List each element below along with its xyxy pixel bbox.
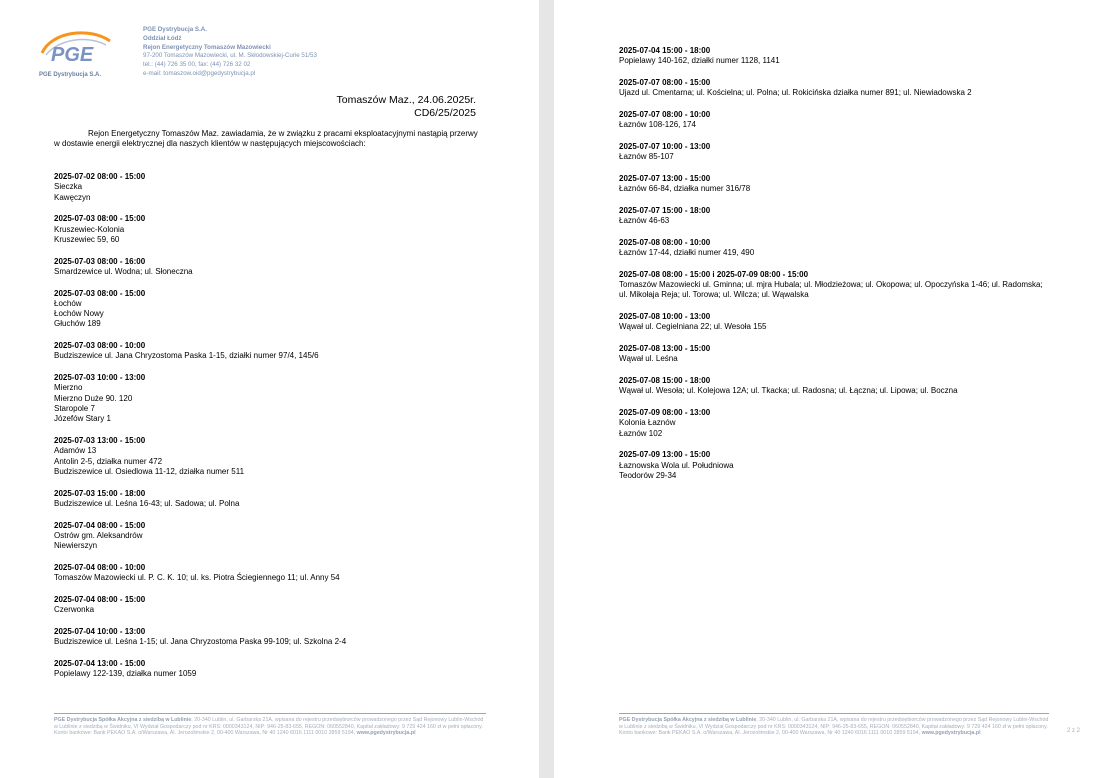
outage-time: 2025-07-03 10:00 - 13:00	[54, 373, 146, 383]
outage-location: Tomaszów Mazowiecki ul. Gminna; ul. mjra Hubala; ul. Młodzieżowa; ul. Okopowa; ul. Opoczyńska 1-46; ul. Radomska; ul. Mikołaja Reja; ul. Torowa; ul. Wilcza; ul. Wąwalska	[619, 280, 1043, 300]
outage-entry	[54, 595, 499, 616]
outage-time: 2025-07-09 13:00 - 15:00	[619, 450, 711, 460]
logo-caption: PGE Dystrybucja S.A.	[39, 72, 102, 78]
outage-location: Kruszewiec 59, 60	[54, 234, 120, 244]
outage-time: 2025-07-03 08:00 - 16:00	[54, 256, 146, 266]
outage-location: Sieczka	[54, 182, 83, 192]
outage-entry	[54, 341, 499, 362]
outage-location: Teodorów 29-34	[619, 471, 677, 480]
outage-location: Łaznów 17-44, działki numer 419, 490	[619, 248, 755, 258]
outage-time: 2025-07-03 13:00 - 15:00	[54, 435, 146, 445]
footer-website: www.pgedystrybucja.pl	[921, 730, 981, 737]
outage-location: Łochów Nowy	[54, 309, 104, 319]
outage-location: Smardzewice ul. Wodna; ul. Słoneczna	[54, 266, 193, 276]
outage-location: Łaznów 85-107	[619, 152, 674, 162]
outage-location: Wąwał ul. Cegielniana 22; ul. Wesoła 155	[619, 322, 767, 332]
outage-time: 2025-07-04 08:00 - 10:00	[54, 562, 146, 572]
outage-entry	[619, 206, 1044, 227]
outage-location: Łaznów 66-84, działka numer 316/78	[619, 184, 751, 194]
footer-website: www.pgedystrybucja.pl	[356, 730, 416, 737]
outage-time: 2025-07-07 15:00 - 18:00	[619, 205, 711, 215]
outage-time: 2025-07-08 08:00 - 10:00	[619, 237, 711, 247]
outage-location: Mierzno	[54, 383, 83, 393]
outage-time: 2025-07-09 08:00 - 13:00	[619, 408, 711, 418]
place-date: Tomaszów Maz., 24.06.2025r.	[336, 94, 476, 106]
company-address-block	[143, 26, 317, 79]
outage-entry	[54, 373, 499, 424]
document-page-2	[554, 0, 1101, 778]
outage-entry	[54, 563, 499, 584]
outage-time: 2025-07-08 13:00 - 15:00	[619, 344, 711, 354]
outage-time: 2025-07-04 08:00 - 15:00	[54, 594, 146, 604]
outage-entry	[54, 214, 499, 245]
outage-location: Kruszewiec-Kolonia	[54, 224, 125, 234]
footer-divider	[619, 713, 1049, 714]
outage-location: Łaznów 108-126, 174	[619, 120, 696, 130]
outage-entry	[54, 172, 499, 203]
outage-time: 2025-07-03 08:00 - 15:00	[54, 214, 146, 224]
footer-legal-text	[619, 717, 1049, 737]
outage-location: Kawęczyn	[54, 192, 91, 202]
outage-time: 2025-07-07 08:00 - 10:00	[619, 109, 711, 119]
outage-location: Czerwonka	[54, 605, 95, 615]
outage-location: Kolonia Łaznów	[619, 418, 676, 428]
outage-entry	[54, 489, 499, 510]
outage-entry	[619, 376, 1044, 397]
outage-location: Niewierszyn	[54, 541, 98, 551]
outage-entry	[54, 257, 499, 278]
outage-time: 2025-07-04 08:00 - 15:00	[54, 520, 146, 530]
outage-location: Głuchów 189	[54, 319, 101, 329]
outage-location: Popielawy 122-139, działka numer 1059	[54, 669, 197, 679]
outage-time: 2025-07-07 10:00 - 13:00	[619, 141, 711, 151]
outage-entry	[619, 78, 1044, 99]
outage-list-page-2	[619, 46, 1044, 493]
outage-location: Mierzno Duże 90. 120	[54, 393, 133, 403]
company-branch: Oddział Łódź	[143, 34, 182, 42]
outage-entry	[619, 408, 1044, 439]
outage-entry	[619, 46, 1044, 67]
outage-location: Budziszewice ul. Leśna 16-43; ul. Sadowa; ul. Polna	[54, 498, 240, 508]
company-phone: tel.: (44) 726 35 00, fax: (44) 726 32 02	[143, 61, 251, 69]
page-number: 2 z 2	[1067, 728, 1081, 734]
footer-details: , 20-340 Lublin, ul. Garbarska 21A, wpisana do rejestru przedsiębiorców prowadzonego przez Sąd Rejonowy Lublin-Wschód w Lublinie z siedzibą w Świdniku, VI Wydział Gospodarczy pod nr KRS: 0000343124, NIP: 946-25-83-655, REGON: 060552840, Kapitał zakładowy: 9 729 424 160 zł w pełni opłacony. Konto bankowe: Bank PEKAO S.A. o/Warszawa, Al. Jerozolimskie 2, 00-400 Warszawa, Nr 40 1240 6016 1111 0010 2859 5194,	[619, 717, 1049, 737]
outage-entry	[54, 627, 499, 648]
outage-entry	[54, 289, 499, 330]
outage-entry	[54, 659, 499, 680]
outage-location: Tomaszów Mazowiecki ul. P. C. K. 10; ul. ks. Piotra Ściegiennego 11; ul. Anny 54	[54, 573, 340, 583]
outage-location: Łaznów 102	[619, 428, 663, 438]
outage-time: 2025-07-07 13:00 - 15:00	[619, 173, 711, 183]
footer-details: , 20-340 Lublin, ul. Garbarska 21A, wpisana do rejestru przedsiębiorców prowadzonego przez Sąd Rejonowy Lublin-Wschód w Lublinie z siedzibą w Świdniku, VI Wydział Gospodarczy pod nr KRS: 0000343124, NIP: 946-25-83-655, REGON: 060552840, Kapitał zakładowy: 9 729 424 160 zł w pełni opłacony. Konto bankowe: Bank PEKAO S.A. o/Warszawa, Al. Jerozolimskie 2, 00-400 Warszawa, Nr 40 1240 6016 1111 0010 2859 5194,	[54, 717, 484, 737]
outage-time: 2025-07-08 15:00 - 18:00	[619, 376, 711, 386]
outage-location: Łochów	[54, 298, 82, 308]
company-address: 97-200 Tomaszów Mazowiecki, ul. M. Skłodowskiej-Curie 51/53	[143, 52, 317, 60]
outage-location: Łaznowska Wola ul. Południowa	[619, 460, 734, 470]
outage-location: Staropole 7	[54, 404, 95, 413]
company-name: PGE Dystrybucja S.A.	[143, 26, 207, 33]
document-page-1	[0, 0, 539, 778]
outage-time: 2025-07-08 08:00 - 15:00 i 2025-07-09 08:00 - 15:00	[619, 269, 809, 279]
outage-time: 2025-07-08 10:00 - 13:00	[619, 312, 711, 322]
outage-time: 2025-07-07 08:00 - 15:00	[619, 77, 711, 87]
outage-time: 2025-07-02 08:00 - 15:00	[54, 172, 146, 181]
outage-entry	[619, 238, 1044, 259]
outage-location: Popielawy 140-162, działki numer 1128, 1141	[619, 56, 780, 66]
outage-location: Budziszewice ul. Osiedlowa 11-12, działka numer 511	[54, 466, 245, 476]
outage-entry	[619, 110, 1044, 131]
outage-location: Łaznów 46-63	[619, 216, 670, 226]
footer-legal-text	[54, 717, 486, 737]
outage-list-page-1	[54, 172, 499, 691]
outage-entry	[54, 521, 499, 552]
outage-location: Ujazd ul. Cmentarna; ul. Kościelna; ul. Polna; ul. Rokicińska działka numer 891; ul. Niewiadowska 2	[619, 88, 972, 98]
company-region: Rejon Energetyczny Tomaszów Mazowiecki	[143, 43, 271, 51]
outage-location: Wąwał ul. Leśna	[619, 354, 678, 364]
letter-date-block	[337, 94, 477, 120]
outage-location: Wąwał ul. Wesoła; ul. Kolejowa 12A; ul. Tkacka; ul. Radosna; ul. Łączna; ul. Lipowa; ul. Boczna	[619, 386, 958, 396]
footer-company: PGE Dystrybucja Spółka Akcyjna z siedzibą w Lublinie	[54, 717, 192, 723]
outage-entry	[619, 270, 1044, 301]
reference-number: CD6/25/2025	[414, 107, 476, 119]
intro-text: Rejon Energetyczny Tomaszów Maz. zawiadamia, że w związku z pracami eksploatacyjnymi nastąpią przerwy w dostawie energii elektrycznej dla naszych klientów w następujących miejscowościach:	[54, 129, 478, 148]
outage-entry	[619, 312, 1044, 333]
outage-location: Józefów Stary 1	[54, 414, 111, 424]
outage-entry	[54, 436, 499, 477]
outage-time: 2025-07-04 10:00 - 13:00	[54, 626, 146, 636]
logo-text: PGE	[51, 44, 94, 66]
footer-divider	[54, 713, 486, 714]
outage-location: Budziszewice ul. Leśna 1-15; ul. Jana Chryzostoma Paska 99-109; ul. Szkolna 2-4	[54, 637, 347, 647]
outage-time: 2025-07-03 08:00 - 10:00	[54, 341, 146, 351]
outage-time: 2025-07-03 15:00 - 18:00	[54, 488, 146, 498]
outage-location: Ostrów gm. Aleksandrów	[54, 530, 143, 540]
outage-location: Antolin 2-5, działka numer 472	[54, 456, 163, 466]
footer-company: PGE Dystrybucja Spółka Akcyjna z siedzibą w Lublinie	[619, 717, 757, 723]
outage-entry	[619, 174, 1044, 195]
intro-paragraph	[54, 129, 484, 149]
outage-time: 2025-07-04 13:00 - 15:00	[54, 658, 146, 668]
outage-time: 2025-07-03 08:00 - 15:00	[54, 288, 146, 298]
outage-entry	[619, 344, 1044, 365]
outage-location: Adamów 13	[54, 446, 97, 456]
outage-entry	[619, 142, 1044, 163]
company-email: e-mail: tomaszow.oid@pgedystrybucja.pl	[143, 69, 256, 77]
outage-entry	[619, 450, 1044, 481]
outage-location: Budziszewice ul. Jana Chryzostoma Paska 1-15, działki numer 97/4, 145/6	[54, 351, 319, 361]
outage-time: 2025-07-04 15:00 - 18:00	[619, 46, 711, 55]
